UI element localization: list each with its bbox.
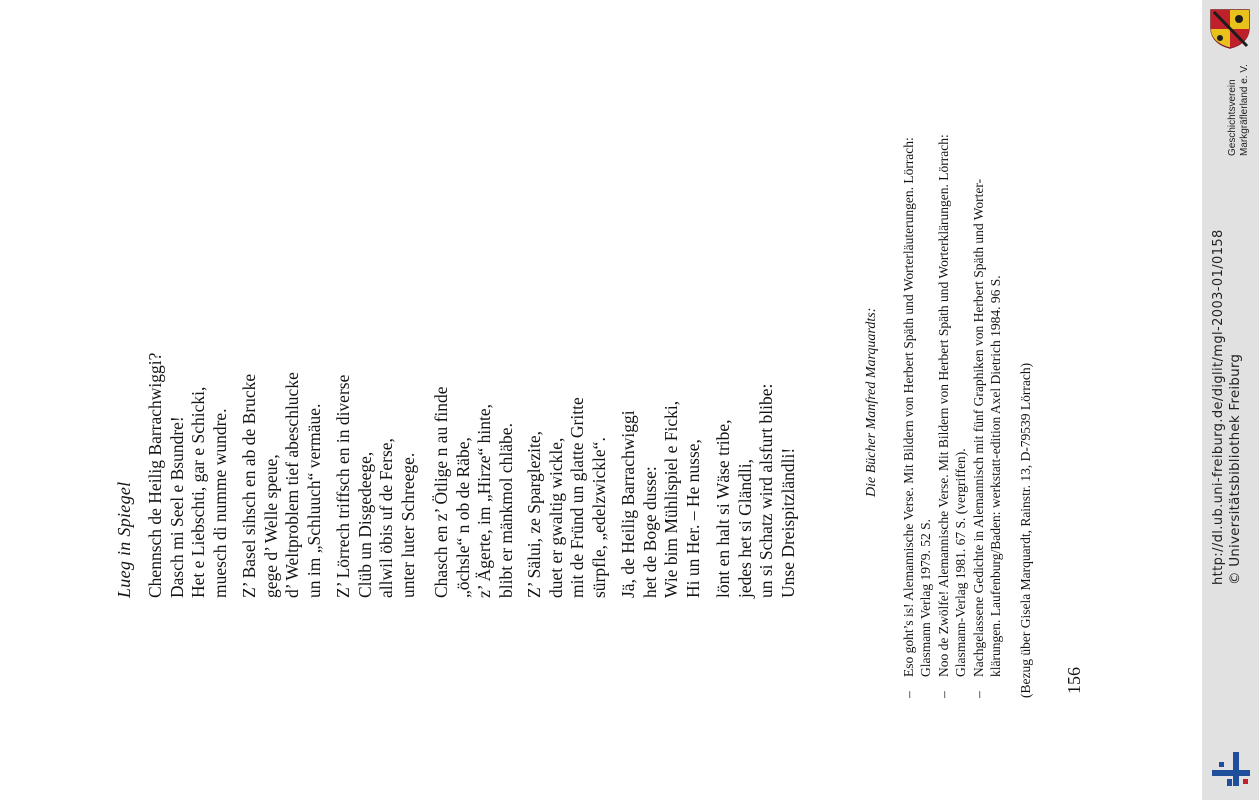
book-line: Eso goht’s is! Alemannische Verse. Mit Bildern von Herbert Späth und Worterläuterungen. Lörrach: (901, 137, 916, 677)
poem-stanza (333, 375, 419, 598)
poem-line: Wie bim Mühlispiel e Ficki, (661, 400, 681, 598)
poem-line: un im „Schluuch“ vermäue. (303, 403, 324, 598)
poem-line: jedes het si Gländli, (734, 458, 755, 598)
permalink-url[interactable]: http://dl.ub.uni-freiburg.de/diglit/mgl-2003-01/0158 (1211, 229, 1226, 585)
list-dash: – (901, 691, 916, 698)
books-heading: Die Bücher Manfred Marquardts: (864, 307, 879, 497)
ub-freiburg-logo-icon (1209, 746, 1253, 790)
poem-line: mit de Fründ un glatte Gritte (567, 397, 587, 598)
book-line: Glasmann-Verlag 1981. 67 S. (vergriffen). (953, 448, 969, 677)
poem-line: blibt er mänkmol chläbe. (495, 423, 516, 598)
books-list (900, 98, 1004, 698)
poem-line: Dasch mi Seel e Bsundre! (166, 416, 187, 598)
poem-line: Het e Liebschti, gar e Schicki, (188, 386, 208, 598)
poem-stanza (145, 353, 231, 598)
list-dash: – (935, 691, 951, 698)
poem-line: z’ Ägerte, im „Hirze“ hinte, (474, 403, 494, 598)
copyright-notice: © Universitätsbibliothek Freiburg (1227, 353, 1243, 585)
poem-line: Clüb un Disgedeege, (354, 451, 375, 598)
poem-stanza (431, 386, 517, 598)
poem-line: Z’ Lörrech triffsch en in diverse (333, 374, 353, 598)
book-line: Glasmann Verlag 1979. 52 S. (918, 519, 934, 677)
poem-line: Chasch en z’ Ötlige n au finde (431, 386, 451, 598)
book-line: klärungen. Laufenburg/Baden: werkstatt-edition Axel Dietrich 1984. 96 S. (988, 275, 1004, 677)
book-line: Noo de Zwölfe! Alemannische Verse. Mit Bildern von Herbert Späth und Worterklärungen. Lörrach: (935, 134, 951, 677)
poem-line: un si Schatz wird alsfurt blibe: (756, 383, 776, 598)
book-entry (900, 98, 935, 698)
poem-line: d’ Weltproblem tief abeschlucke (282, 372, 302, 598)
poem-line: Z’ Sälui, ze Sparglezite, (524, 430, 544, 598)
book-entry (970, 98, 1005, 698)
poem-line: gege d’ Welle speue, (260, 454, 281, 598)
poem-stanza (713, 384, 799, 598)
poem-title: Lueg in Spiegel (114, 481, 134, 598)
poem-line: unter luter Schreege. (397, 452, 418, 598)
poem-line: allwil öbis uf de Ferse, (376, 438, 396, 598)
book-entry (935, 98, 970, 698)
poem-line: Unse Dreispitzländli! (777, 447, 798, 598)
poem-line: Hi un Her. – He nusse, (682, 439, 703, 598)
poem-line: „öchsle“ n ob de Räbe, (452, 437, 473, 598)
association-line: Geschichtsverein (1227, 79, 1238, 156)
association-line: Markgräflerland e. V. (1239, 64, 1250, 156)
list-dash: – (970, 691, 986, 698)
page-number: 156 (1064, 667, 1084, 694)
sidebar-text-block (1210, 229, 1244, 585)
poem-line: lönt en halt si Wäse tribe, (713, 419, 733, 598)
poem-stanza (618, 401, 704, 598)
poem-stanza (239, 372, 325, 598)
poem-line: het de Boge dusse: (639, 466, 660, 598)
poem-line: muesch di numme wundre. (209, 408, 230, 598)
poem-line: sürpfle, „edelzwickle“. (588, 437, 609, 598)
poem-line: Z’ Basel sihsch en ab de Brucke (239, 373, 259, 598)
poem-line: duet er gwaltig wickle, (545, 437, 566, 598)
coat-of-arms-icon (1207, 6, 1253, 50)
association-name (1227, 64, 1251, 156)
poem-line: Jä, de Heilig Barrachwiggi (618, 410, 638, 598)
poem-line: Chennsch de Heilig Barrachwiggi? (145, 352, 165, 598)
book-line: Nachgelassene Gedichte in Alemannisch mit fünf Graphiken von Herbert Späth und Worter- (970, 178, 986, 677)
books-source-note: (Bezug über Gisela Marquardt, Rainstr. 13, D-79539 Lörrach) (1018, 362, 1033, 698)
poem-stanza (524, 397, 610, 598)
scanned-page (100, 0, 1200, 800)
